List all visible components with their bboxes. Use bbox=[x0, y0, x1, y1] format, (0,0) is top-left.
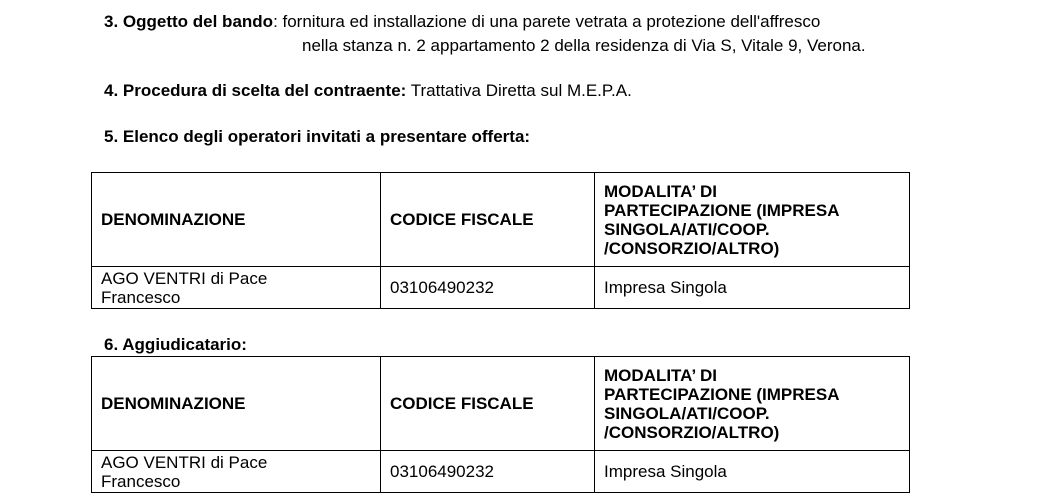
section-3-label: 3. Oggetto del bando bbox=[104, 12, 274, 31]
section-5-label: 5. Elenco degli operatori invitati a presentare offerta: bbox=[104, 127, 531, 146]
section-3-text-line-2: nella stanza n. 2 appartamento 2 della residenza di Via S, Vitale 9, Verona. bbox=[302, 36, 866, 55]
cell-denominazione: AGO VENTRI di Pace Francesco bbox=[92, 267, 381, 309]
section-4-line bbox=[104, 81, 632, 101]
table-row bbox=[92, 451, 910, 493]
cell-denominazione: AGO VENTRI di Pace Francesco bbox=[92, 451, 381, 493]
cell-codice-fiscale: 03106490232 bbox=[381, 267, 595, 309]
section-4-text: Trattativa Diretta sul M.E.P.A. bbox=[406, 81, 632, 100]
aggiudicatario-table bbox=[91, 356, 910, 493]
header-codice-fiscale: CODICE FISCALE bbox=[381, 357, 595, 451]
section-4-label: 4. Procedura di scelta del contraente: bbox=[104, 81, 407, 100]
section-3-text-line-1: : fornitura ed installazione di una parete vetrata a protezione dell'affresco bbox=[273, 12, 821, 31]
table-header-row bbox=[92, 173, 910, 267]
cell-codice-fiscale: 03106490232 bbox=[381, 451, 595, 493]
header-codice-fiscale: CODICE FISCALE bbox=[381, 173, 595, 267]
operatori-table bbox=[91, 172, 910, 309]
header-denominazione: DENOMINAZIONE bbox=[92, 173, 381, 267]
header-modalita: MODALITA’ DI PARTECIPAZIONE (IMPRESA SINGOLA/ATI/COOP. /CONSORZIO/ALTRO) bbox=[595, 357, 910, 451]
table-row bbox=[92, 267, 910, 309]
cell-modalita: Impresa Singola bbox=[595, 267, 910, 309]
header-denominazione: DENOMINAZIONE bbox=[92, 357, 381, 451]
header-modalita: MODALITA’ DI PARTECIPAZIONE (IMPRESA SINGOLA/ATI/COOP. /CONSORZIO/ALTRO) bbox=[595, 173, 910, 267]
cell-modalita: Impresa Singola bbox=[595, 451, 910, 493]
section-3-line-1 bbox=[104, 12, 820, 32]
table-header-row bbox=[92, 357, 910, 451]
section-6-label: 6. Aggiudicatario: bbox=[104, 335, 247, 354]
